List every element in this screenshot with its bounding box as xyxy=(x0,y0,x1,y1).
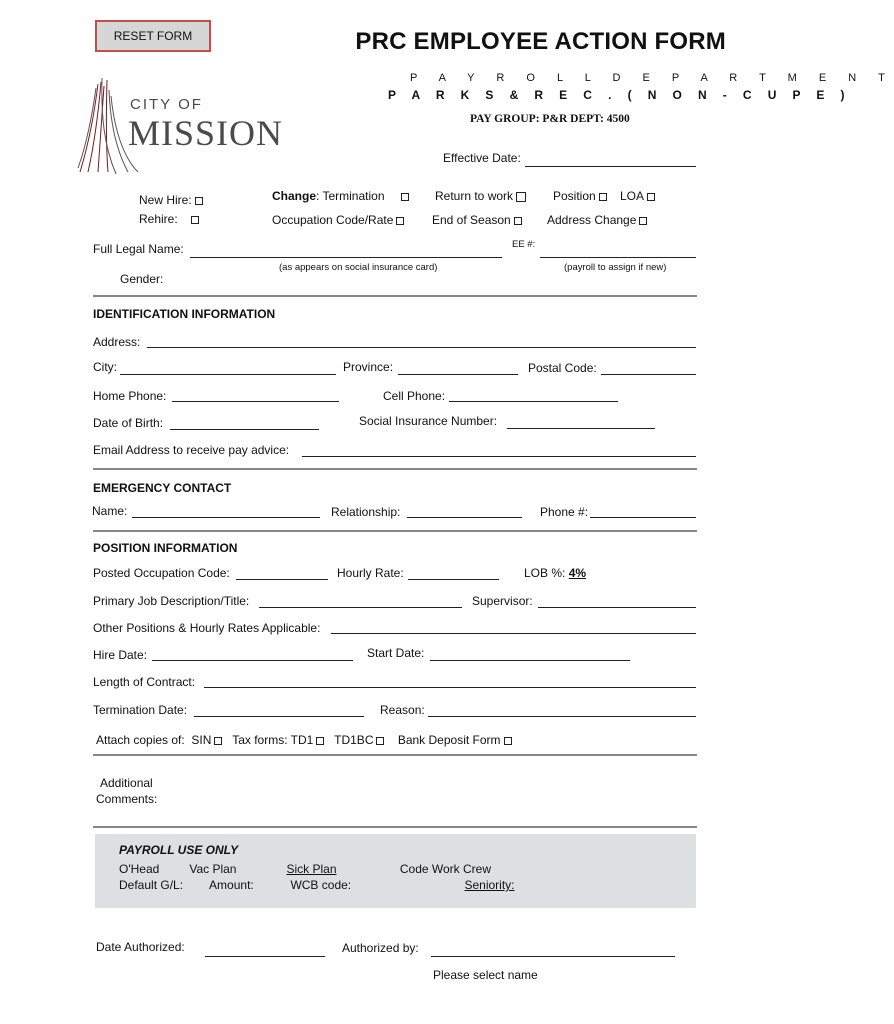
identification-heading: IDENTIFICATION INFORMATION xyxy=(93,307,276,321)
primary-job-label: Primary Job Description/Title: xyxy=(93,594,250,608)
attach-sin-checkbox[interactable]: SIN xyxy=(191,733,222,747)
dept-line-1: P A Y R O L L D E P A R T M E N T xyxy=(410,72,894,84)
date-authorized-field[interactable] xyxy=(205,956,325,957)
position-checkbox[interactable]: Position xyxy=(553,189,607,203)
authorized-by-select[interactable] xyxy=(431,956,675,957)
hire-date-label: Hire Date: xyxy=(93,648,148,662)
posted-code-field[interactable] xyxy=(236,579,328,580)
postal-code-label: Postal Code: xyxy=(528,361,597,375)
lob-label: LOB %: 4% xyxy=(524,566,587,580)
dob-field[interactable] xyxy=(170,429,319,430)
postal-code-field[interactable] xyxy=(601,374,696,375)
divider xyxy=(93,295,697,297)
province-field[interactable] xyxy=(398,374,518,375)
primary-job-field[interactable] xyxy=(259,607,462,608)
emergency-name-field[interactable] xyxy=(132,517,320,518)
email-field[interactable] xyxy=(302,456,696,457)
effective-date-field[interactable] xyxy=(525,166,696,167)
hourly-rate-label: Hourly Rate: xyxy=(337,566,404,580)
city-label: City: xyxy=(93,360,117,374)
sick-plan-field[interactable]: Sick Plan xyxy=(286,862,337,876)
termination-date-label: Termination Date: xyxy=(93,703,188,717)
dept-line-2: P A R K S & R E C . ( N O N - C U P E ) xyxy=(388,88,851,102)
home-phone-field[interactable] xyxy=(172,401,339,402)
supervisor-label: Supervisor: xyxy=(472,594,533,608)
address-change-checkbox[interactable]: Address Change xyxy=(547,213,647,227)
ee-number-field[interactable] xyxy=(540,257,696,258)
payroll-row-1 xyxy=(119,862,491,876)
position-heading: POSITION INFORMATION xyxy=(93,541,238,555)
relationship-label: Relationship: xyxy=(331,505,401,519)
address-label: Address: xyxy=(93,335,141,349)
occupation-code-rate-checkbox[interactable]: Occupation Code/Rate xyxy=(272,213,404,227)
vac-plan-field[interactable]: Vac Plan xyxy=(189,862,237,876)
effective-date-label: Effective Date: xyxy=(443,151,521,165)
lob-value: 4% xyxy=(568,566,587,580)
wcb-code-field[interactable]: WCB code: xyxy=(290,878,352,892)
cell-phone-label: Cell Phone: xyxy=(383,389,446,403)
end-of-season-checkbox[interactable]: End of Season xyxy=(432,213,522,227)
new-hire-checkbox[interactable]: New Hire: xyxy=(139,193,203,207)
ee-label: EE #: xyxy=(512,239,536,250)
termination-date-field[interactable] xyxy=(194,716,364,717)
full-legal-name-label: Full Legal Name: xyxy=(93,242,184,256)
comments-field[interactable] xyxy=(165,772,695,824)
payroll-use-heading: PAYROLL USE ONLY xyxy=(119,843,239,857)
gender-label: Gender: xyxy=(120,272,164,286)
divider xyxy=(93,530,697,532)
hourly-rate-field[interactable] xyxy=(408,579,499,580)
attach-td1bc-checkbox[interactable]: TD1BC xyxy=(334,733,384,747)
length-contract-field[interactable] xyxy=(204,687,696,688)
attach-copies-row: Attach copies of: SIN Tax forms: TD1 TD1BC Bank Deposit Form xyxy=(96,733,512,747)
cell-phone-field[interactable] xyxy=(449,401,618,402)
seniority-field[interactable]: Seniority: xyxy=(464,878,515,892)
other-positions-field[interactable] xyxy=(331,633,696,634)
city-field[interactable] xyxy=(120,374,336,375)
posted-code-label: Posted Occupation Code: xyxy=(93,566,230,580)
address-field[interactable] xyxy=(147,347,696,348)
relationship-field[interactable] xyxy=(407,517,522,518)
length-contract-label: Length of Contract: xyxy=(93,675,196,689)
default-gl-field[interactable]: Default G/L: xyxy=(119,878,184,892)
emergency-heading: EMERGENCY CONTACT xyxy=(93,481,232,495)
supervisor-field[interactable] xyxy=(538,607,696,608)
full-legal-name-field[interactable] xyxy=(190,257,502,258)
comments-label-1: Additional xyxy=(100,776,153,790)
comments-label-2: Comments: xyxy=(96,792,158,806)
authorized-by-label: Authorized by: xyxy=(342,941,419,955)
sin-field[interactable] xyxy=(507,428,655,429)
start-date-label: Start Date: xyxy=(367,646,425,660)
divider xyxy=(93,826,697,828)
date-authorized-label: Date Authorized: xyxy=(96,940,185,954)
logo-text-mission: MISSION xyxy=(128,113,284,153)
loa-checkbox[interactable]: LOA xyxy=(620,189,655,203)
logo-text-city-of: CITY OF xyxy=(130,96,203,113)
payroll-row-2 xyxy=(119,878,515,892)
rehire-checkbox[interactable]: Rehire: xyxy=(139,212,199,226)
emergency-name-label: Name: xyxy=(92,504,128,518)
emergency-phone-label: Phone #: xyxy=(540,505,589,519)
attach-td1-checkbox[interactable]: Tax forms: TD1 xyxy=(232,733,324,747)
city-logo xyxy=(78,76,323,176)
hire-date-field[interactable] xyxy=(152,660,353,661)
pay-group: PAY GROUP: P&R DEPT: 4500 xyxy=(470,113,630,125)
amount-field[interactable]: Amount: xyxy=(209,878,254,892)
attach-bank-checkbox[interactable]: Bank Deposit Form xyxy=(398,733,512,747)
province-label: Province: xyxy=(343,360,394,374)
emergency-phone-field[interactable] xyxy=(590,517,696,518)
email-label: Email Address to receive pay advice: xyxy=(93,443,290,457)
form-title: PRC EMPLOYEE ACTION FORM xyxy=(355,28,726,55)
divider xyxy=(93,468,697,470)
start-date-field[interactable] xyxy=(430,660,630,661)
reason-field[interactable] xyxy=(428,716,696,717)
select-name-hint: Please select name xyxy=(433,968,538,982)
payroll-assign-note: (payroll to assign if new) xyxy=(564,262,667,273)
sin-card-note: (as appears on social insurance card) xyxy=(279,262,438,273)
home-phone-label: Home Phone: xyxy=(93,389,167,403)
dob-label: Date of Birth: xyxy=(93,416,164,430)
reset-form-button[interactable]: RESET FORM xyxy=(95,20,211,52)
reason-label: Reason: xyxy=(380,703,425,717)
code-work-crew-field[interactable]: Code Work Crew xyxy=(399,862,492,876)
termination-checkbox[interactable]: Change: Termination xyxy=(272,189,409,203)
ohead-field[interactable]: O'Head xyxy=(119,862,160,876)
sin-label: Social Insurance Number: xyxy=(359,414,498,428)
return-to-work-checkbox[interactable]: Return to work xyxy=(435,189,526,203)
divider xyxy=(93,754,697,756)
other-positions-label: Other Positions & Hourly Rates Applicable: xyxy=(93,621,321,635)
